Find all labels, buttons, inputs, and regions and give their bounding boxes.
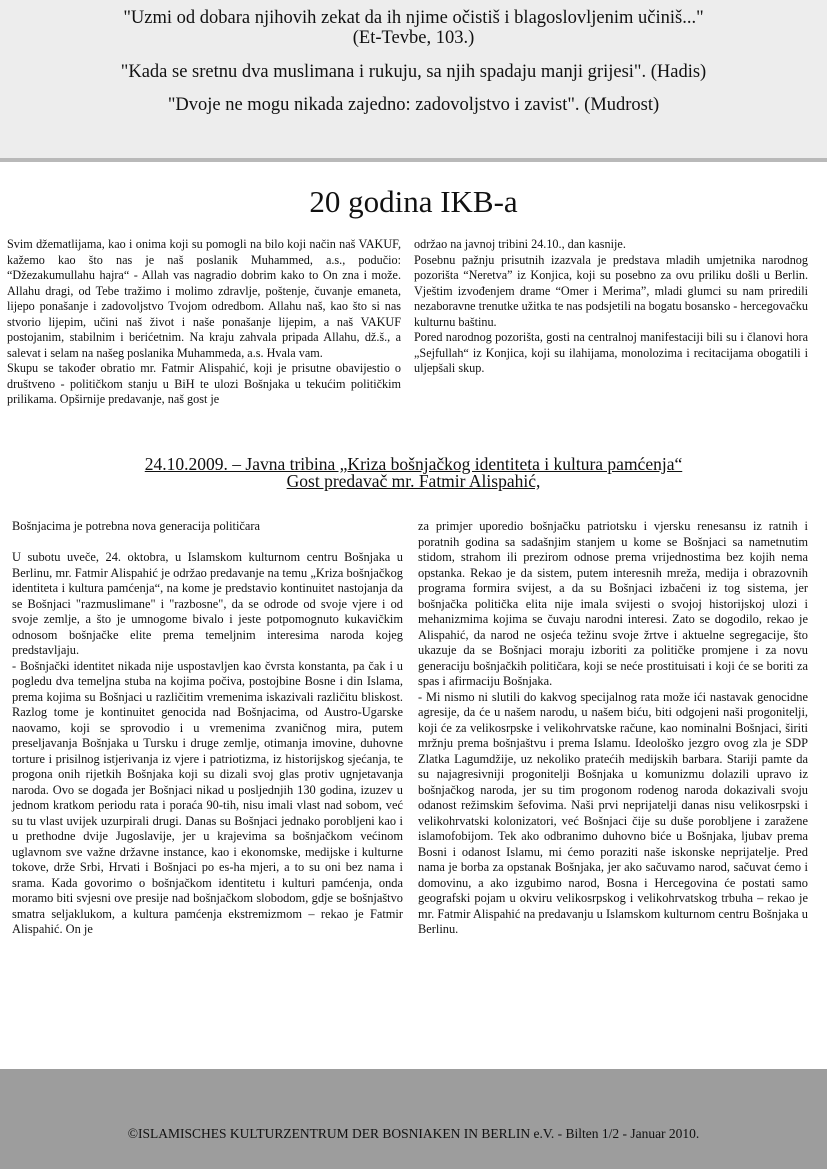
- event-right-column: [418, 519, 808, 938]
- footer-band: [0, 1069, 827, 1169]
- article-paragraph: održao na javnoj tribini 24.10., dan kasnije.: [414, 237, 626, 251]
- event-paragraph: za primjer uporedio bošnjačku patriotsku i vjersku renesansu iz ratnih i poratnih godina sa sadašnjim stanjem u kome se Bošnjaci sa nametnutim stidom, strahom ili prezirom odnose prema vrijednostima bez kojih nema opstanka. Rekao je da sistem, putem interesnih mreža, medija i obrazovnih programa formira svijest, a da su Bošnjaci izbačeni iz tog sistema, jer bošnjačka politička elita nije imala svijesti o svojoj historijskoj ulozi i mehanizmima kojima se čuvaju narodni interesi. Zato se dogodilo, rekao je Alispahić, da narod ne osjeća težinu svoje žrtve i aktuelne segregacije, što ukazuje da se Bošnjaci moraju izboriti za političke promjene i za novu generaciju bošnjačkih političara, koji se neće prostituisati i koji će se boriti za spas i afirmaciju Bošnjaka.: [418, 519, 808, 688]
- article-paragraph: Skupu se također obratio mr. Fatmir Alispahić, koji je prisutne obavijestio o društveno - političkom stanju u BiH te ulozi Bošnjaka u tekućim političkim prilikama. Opširnije predavanje, naš gost je: [7, 361, 401, 406]
- article-paragraph: Svim džematlijama, kao i onima koji su pomogli na bilo koji način naš VAKUF, kažemo kao što nas je naš poslanik Muhammed, a.s., podučio: “Džezakumullahu hajra“ - Allah vas nagradio dobrim kako to On zna i može. Allahu dragi, od Tebe tražimo i molimo zdravlje, poštenje, čuvanje emaneta, lijepo ponašanje i zadovoljstvo Tvojom odredbom. Allahu naš, kao što si nas stvorio lijepim, učini naš život i naše ponašanje lijepim, a naš VAKUF postojanim, stabilnim i berićetnim. Na kraju zahvala pripada Allahu, dž.š., a salevat i selam na našeg poslanika Muhammeda, a.s. Hvala vam.: [7, 237, 401, 360]
- event-paragraph: - Mi nismo ni slutili do kakvog specijalnog rata može ići nastavak genocidne agresije, da će u našem narodu, u našem biću, biti odgojeni naši progonitelji, koji će za velikosrpske i velikohrvatske račune, kao nominalni Bošnjaci, širiti mržnju prema bošnjaštvu i prema Islamu. Ideološko jezgro ovog zla je SDP Zlatka Lagumdžije, uz nekoliko pratećih medijskih barbara. Stariji pamte da su najagresivniji progonitelji Bošnjaka u komunizmu dolazili upravo iz bošnjačkog naroda, jer su tim progonom rodenog naroda dokazivali svoju odanost režimskim šefovima. Naši prvi neprijatelji danas nisu velikosrpski i velikohrvatski kolonizatori, već Bošnjaci čije su duše porobljene i zaražene islamofobijom. Tek ako odbranimo duhovno biće u Bošnjaka, ljubav prema Bosni i odanost Islamu, mi ćemo poraziti naše iskonske neprijatelje. Pred nama je borba za opstanak Bošnjaka, jer ako sačuvamo narod, sačuvat ćemo i domovinu, a ako izgubimo narod, Bosna i Hercegovina će postati samo geografski pojam u okviru velikosrpskog i velikohrvatskog trbuha – rekao je mr. Fatmir Alispahić na predavanju u Islamskom kulturnom centru Bošnjaka u Berlinu.: [418, 689, 808, 936]
- article-paragraph: Posebnu pažnju prisutnih izazvala je predstava mladih umjetnika narodnog pozorišta “Neretva” iz Konjica, koji su posebno za ovu priliku došli u Berlin. Vještim izvođenjem drame “Omer i Merima”, mladi glumci su nam priredili nezaboravne trenutke užitka te nas podsjetili na bogatu bosansko - hercegovačku kulturnu baštinu.: [414, 252, 808, 329]
- event-heading-guest: Gost predavač mr. Fatmir Alispahić,: [286, 471, 541, 491]
- paragraph-spacer: [12, 535, 403, 551]
- event-heading: [0, 456, 827, 490]
- quote-quran-source: (Et-Tevbe, 103.): [352, 28, 475, 48]
- article-right-column: [414, 237, 808, 377]
- quote-quran: [0, 8, 827, 48]
- event-left-column: [12, 519, 403, 938]
- quote-hadis: "Kada se sretnu dva muslimana i rukuju, sa njih spadaju manji grijesi". (Hadis): [120, 62, 707, 82]
- article-left-column: [7, 237, 401, 408]
- quotes-header: [0, 0, 827, 162]
- event-paragraph: U subotu uveče, 24. oktobra, u Islamskom kulturnom centru Bošnjaka u Berlinu, mr. Fatmir Alispahić je održao predavanje na temu „Kriza bošnjačkog identiteta i kultura pamćenja“, na kome je predstavio kontinuitet nastojanja da se Bošnjaci "razmuslimane" i "razbosne", da se odrode od svoje vjere i od svoje zemlje, a što je umnogome bivalo i jeste potpomognuto kukavičkim odnosom bošnjačke elite prema temeljnim interesima naroda kojeg predstavljaju.: [12, 550, 403, 657]
- quote-quran-text: "Uzmi od dobara njihovih zekat da ih njime očistiš i blagoslovljenim učiniš...": [123, 8, 704, 28]
- quote-wisdom: "Dvoje ne mogu nikada zajedno: zadovoljstvo i zavist". (Mudrost): [167, 95, 660, 115]
- footer-text: ©ISLAMISCHES KULTURZENTRUM DER BOSNIAKEN IN BERLIN e.V. - Bilten 1/2 - Januar 2010.: [127, 1126, 700, 1141]
- article-paragraph: Pored narodnog pozorišta, gosti na centralnoj manifestaciji bili su i članovi hora „Sejfullah“ iz Konjica, koji su ilahijama, monolozima i recitacijama obogatili i uljepšali skup.: [414, 330, 808, 375]
- event-intro: Bošnjacima je potrebna nova generacija političara: [12, 519, 261, 533]
- event-heading-title: 24.10.2009. – Javna tribina „Kriza bošnjačkog identiteta i kultura pamćenja“: [144, 454, 683, 474]
- article-title: 20 godina IKB-a: [309, 184, 518, 219]
- event-paragraph: - Bošnjački identitet nikada nije uspostavljen kao čvrsta konstanta, pa čak i u pogledu dva temeljna stuba na kojima počiva, postojbine Bosne i din Islama, prema kojima su Bošnjaci u različitim vremenima iskazivali različitu bliskost. Razlog tome je kontinuitet genocida nad Bošnjacima, od Austro-Ugarske naovamo, koji se sprovodio i u vremenima zvaničnog mira, putem preseljavanja Bošnjaka u Tursku i druge zemlje, otimanja imovine, duhovne torture i prisilnog istjerivanja iz vjere i patriotizma, iz historijskog sjećanja, te progona onih rijetkih Bošnjaka koji su dizali svoj glas protiv ugnjetavanja naroda. Ovo se događa jer Bošnjaci nikad u posljednjih 130 godina, izuzev u jednom kratkom periodu rata i poraća 90-tih, nisu imali vlast nad sobom, već su tu vlast uvijek uzurpirali drugi. Danas su Bošnjaci jednako porobljeni kao i u prethodne dvije Jugoslavije, jer u krajevima sa bošnjačkom većinom uglavnom sve važne državne instance, kao i ekonomske, medijske i kulturne tokove, drže Srbi, Hrvati i Bošnjaci po es-ha mjeri, a to su oni bez nama i srama. Kada govorimo o bošnjačkom identitetu i kulturi pamćenja, onda moramo biti svjesni ove presije nad bošnjačkom slobodom, gdje se bošnjaštvo smatra seljaklukom, a kultura pamćenja ekstremizmom – rekao je Fatmir Alispahić. On je: [12, 658, 403, 936]
